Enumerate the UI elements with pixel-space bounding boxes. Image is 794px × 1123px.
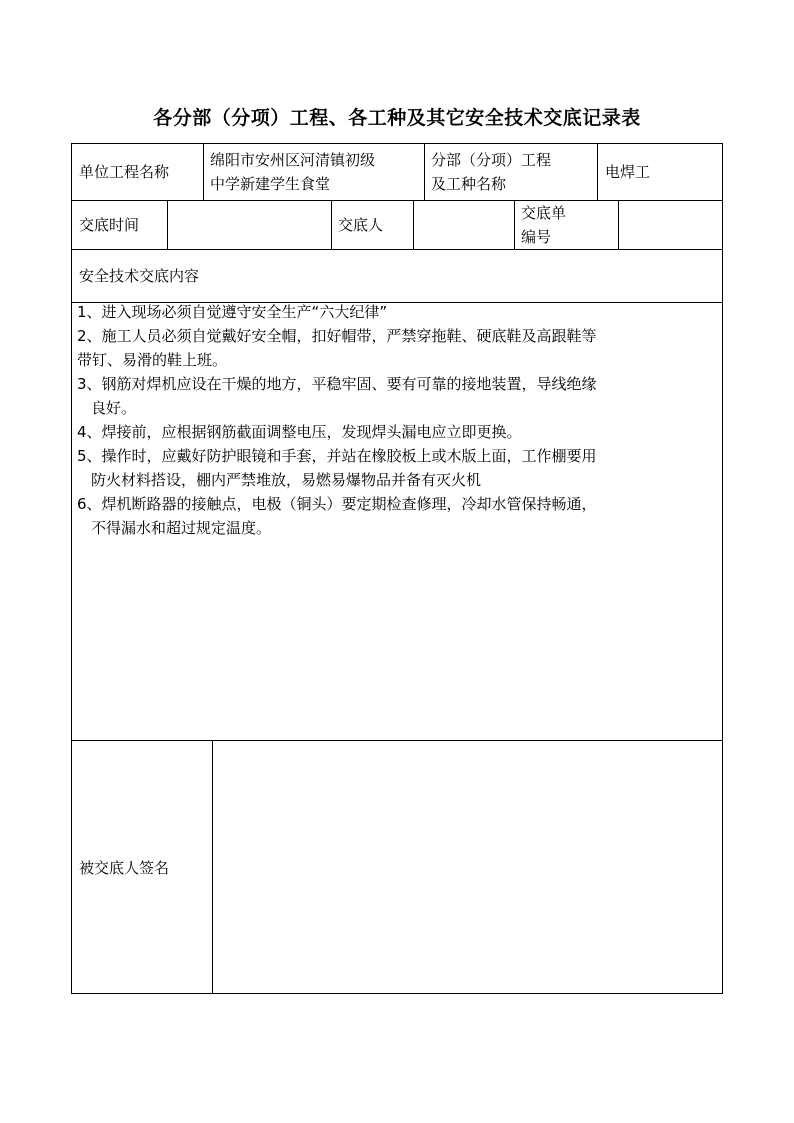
form-number-line-1: 交底单	[521, 204, 567, 222]
form-title: 各分部（分项）工程、各工种及其它安全技术交底记录表	[153, 107, 641, 129]
list-item: 1、进入现场必须自觉遵守安全生产“六大纪律”	[77, 303, 388, 321]
unit-project-name-value	[210, 144, 375, 200]
handover-person-label: 交底人	[338, 216, 384, 234]
signature-label: 被交底人签名	[79, 858, 170, 877]
col-divider	[167, 200, 168, 249]
unit-name-line-2: 中学新建学生食堂	[210, 175, 331, 193]
col-divider	[203, 143, 204, 200]
signature-area[interactable]	[213, 741, 722, 993]
list-item: 5、操作时，应戴好防护眼镜和手套，并站在橡胶板上或木版上面，工作棚要用 防火材料搭设，棚内严禁堆放，易燃易爆物品并备有灭火机	[77, 447, 597, 489]
form-number-label	[521, 201, 566, 249]
col-divider	[597, 143, 598, 200]
sub-project-label	[431, 144, 551, 200]
sub-project-value: 电焊工	[605, 163, 651, 181]
row-divider	[71, 200, 723, 201]
list-item: 6、焊机断路器的接触点，电极（铜头）要定期检查修理，冷却水管保持畅通， 不得漏水和超过规定温度。	[77, 495, 597, 537]
unit-project-name-label: 单位工程名称	[79, 163, 170, 181]
col-divider	[413, 200, 414, 249]
sub-label-line-1: 分部（分项）工程	[431, 151, 552, 169]
list-item: 2、施工人员必须自觉戴好安全帽，扣好帽带，严禁穿拖鞋、硬底鞋及高跟鞋等 带钉、易滑的鞋上班。	[77, 327, 597, 369]
safety-content	[77, 300, 717, 540]
col-divider	[424, 143, 425, 200]
list-item: 4、焊接前，应根据钢筋截面调整电压，发现焊头漏电应立即更换。	[77, 423, 522, 441]
col-divider	[618, 200, 619, 249]
sub-label-line-2: 及工种名称	[431, 175, 507, 193]
form-number-line-2: 编号	[521, 228, 552, 246]
col-divider	[331, 200, 332, 249]
list-item: 3、钢筋对焊机应设在干燥的地方，平稳牢固、要有可靠的接地装置，导线绝缘 良好。	[77, 375, 597, 417]
unit-name-line-1: 绵阳市安州区河清镇初级	[210, 151, 376, 169]
handover-time-label: 交底时间	[79, 216, 140, 234]
col-divider	[514, 200, 515, 249]
content-header: 安全技术交底内容	[79, 267, 200, 285]
